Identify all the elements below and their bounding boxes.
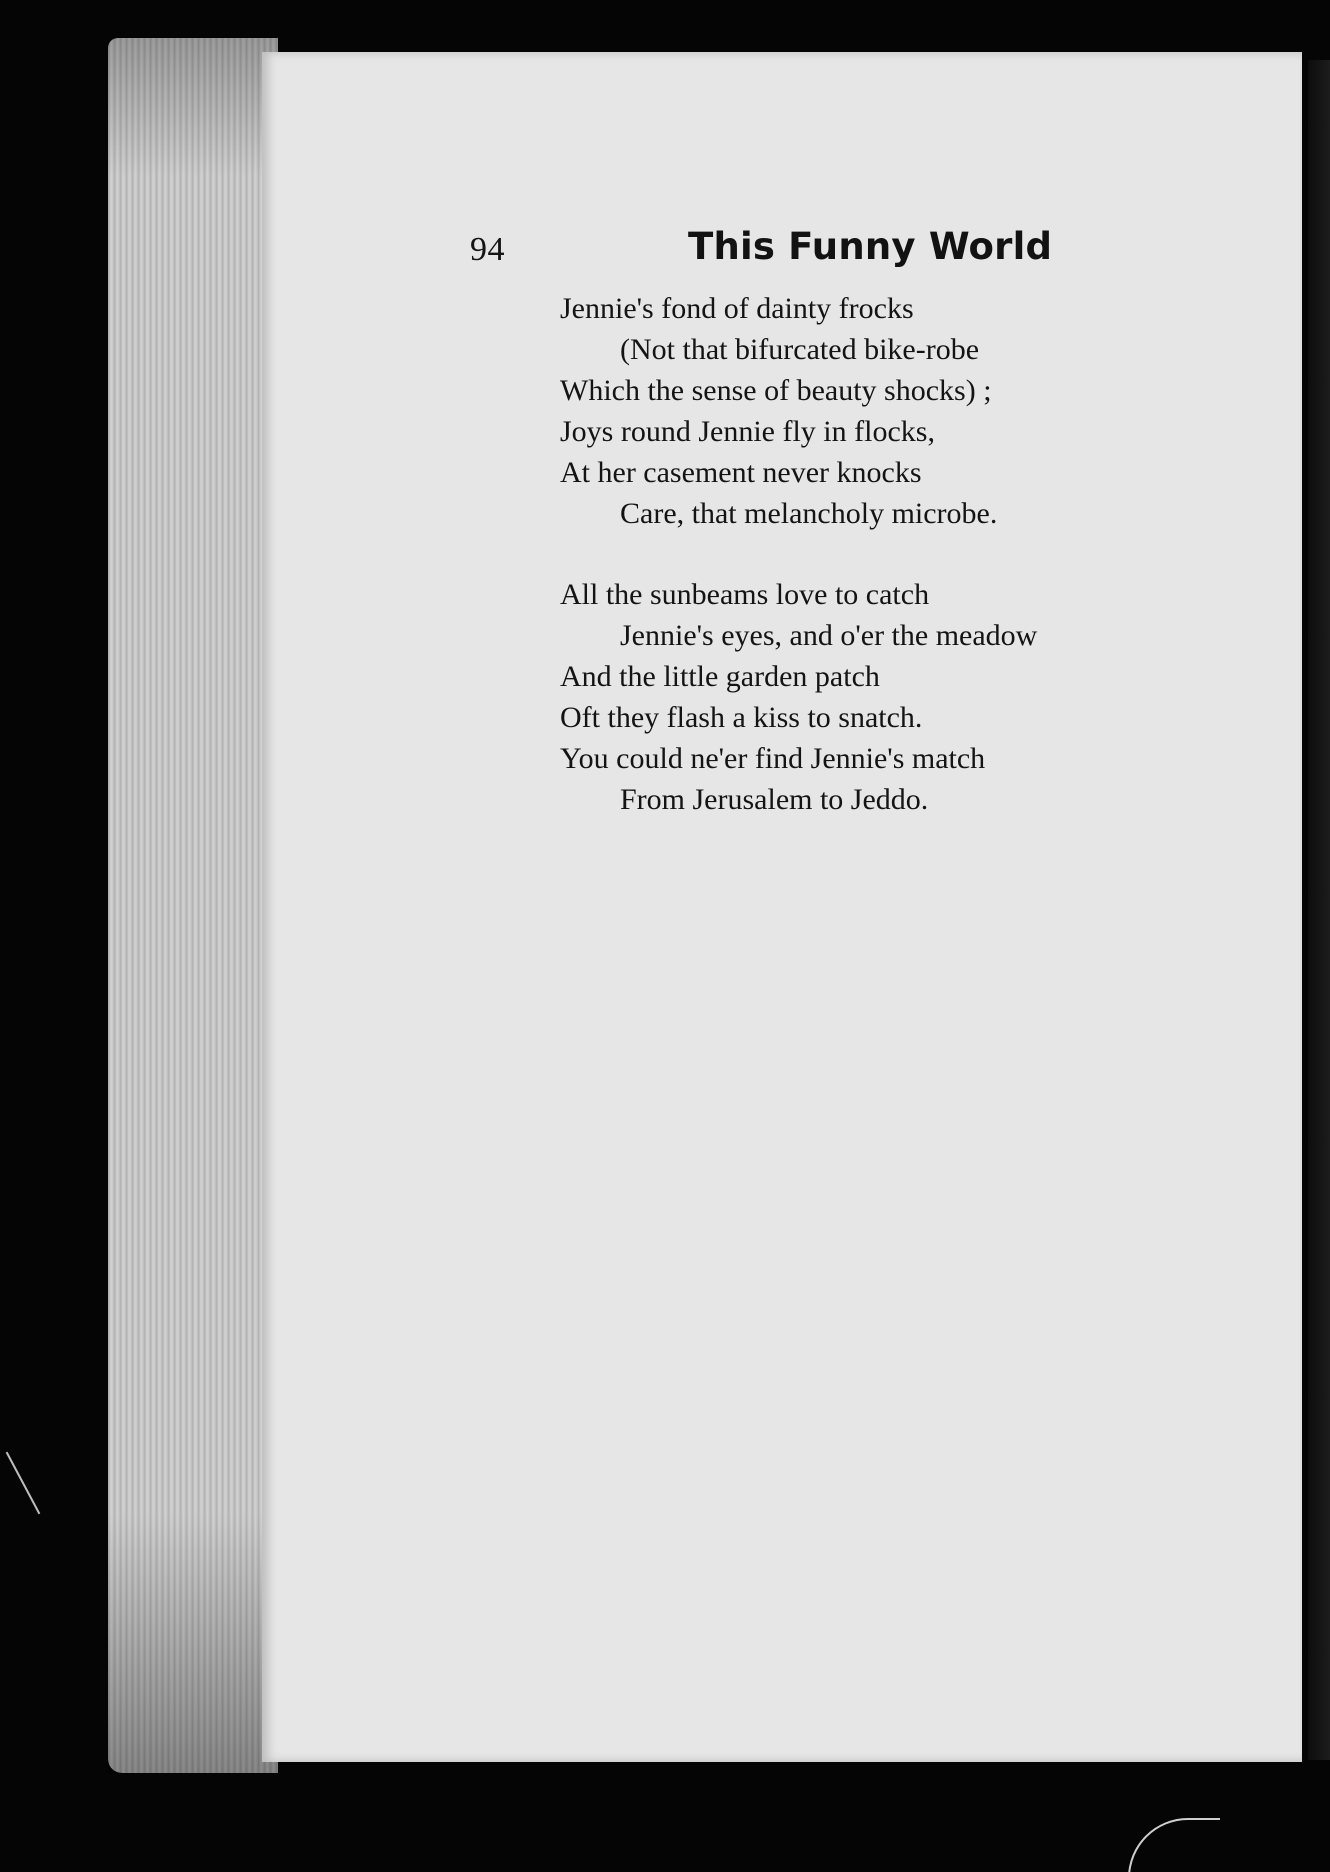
poem-line: Care, that melancholy microbe. [620, 497, 998, 530]
poem-line: (Not that bifurcated bike-robe [620, 333, 980, 366]
poem-line: Jennie's eyes, and o'er the meadow [620, 619, 1038, 652]
scan-artifact-curve [1128, 1818, 1220, 1872]
running-title: This Funny World [688, 225, 1053, 268]
scan-right-border [1308, 60, 1330, 1760]
book-page-edges [108, 38, 278, 1773]
poem [560, 288, 1120, 860]
poem-line: At her casement never knocks [560, 456, 922, 489]
poem-line: You could ne'er find Jennie's match [560, 742, 986, 775]
page-number: 94 [470, 231, 505, 268]
stanza-1 [560, 288, 1120, 534]
scan-artifact-scratch [6, 1452, 41, 1515]
poem-line: And the little garden patch [560, 660, 880, 693]
poem-line: Joys round Jennie fly in flocks, [560, 415, 935, 448]
poem-line: From Jerusalem to Jeddo. [620, 783, 929, 816]
poem-line: All the sunbeams love to catch [560, 578, 930, 611]
stanza-2 [560, 574, 1120, 820]
poem-line: Jennie's fond of dainty frocks [560, 292, 914, 325]
poem-line: Which the sense of beauty shocks) ; [560, 374, 992, 407]
poem-line: Oft they flash a kiss to snatch. [560, 701, 923, 734]
page-header [470, 225, 1053, 285]
